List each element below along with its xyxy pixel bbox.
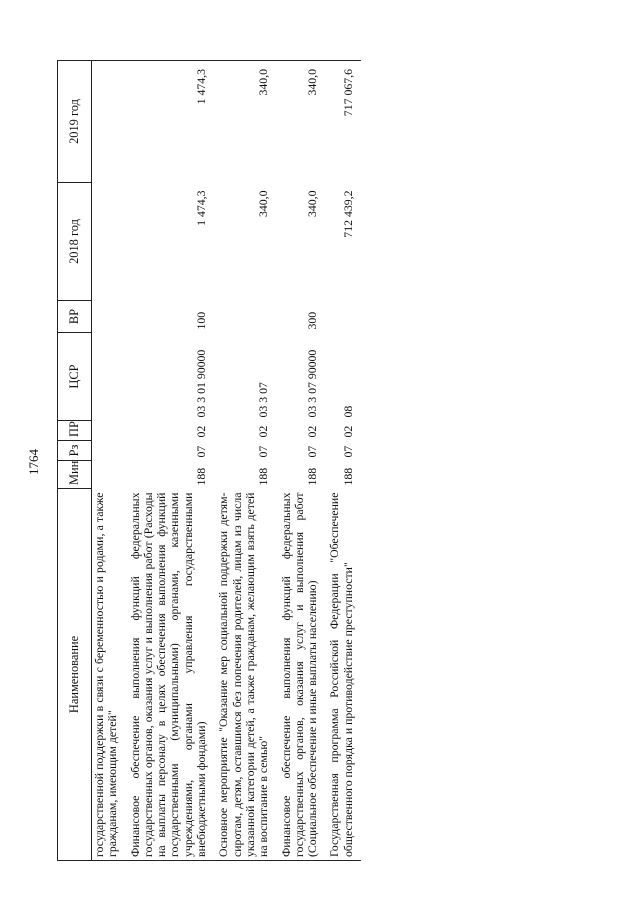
row-2019: 1 474,3 (126, 61, 215, 183)
row-2018: 340,0 (256, 190, 271, 218)
row-pr: 02 (305, 425, 320, 438)
table-row (92, 61, 126, 861)
row-2019 (92, 61, 126, 183)
row-name: Основное мероприятие "Оказание мер социальной поддержки детям-сиротам, детям, оставшимся без попечения родителей, лицам из числа указанной категории детей, а также гражданам, желающим взять детей на воспитание в семью" (214, 489, 276, 861)
row-rz: 07 (340, 445, 355, 458)
header-csr: ЦСР (58, 333, 92, 421)
row-min: 188 (340, 467, 355, 486)
header-2019: 2019 год (58, 61, 92, 183)
header-min: Мин (58, 461, 92, 489)
row-rz: 07 (256, 445, 271, 458)
row-vr: 300 (305, 311, 320, 330)
header-2018: 2018 год (58, 183, 92, 301)
table-row (214, 61, 276, 861)
row-name: Финансовое обеспечение выполнения функций федеральных государственных органов, оказания услуг и выполнения работ (Расходы на выплаты персоналу в целях обеспечения выполнения функций государственными (муниципальными) органами, казенными учреждениями, органами управления государственными внебюджетными фондами) (126, 489, 215, 861)
row-min: 188 (305, 467, 320, 486)
row-pr (92, 421, 126, 441)
row-csr: 03 3 07 90000 (305, 349, 320, 418)
row-min: 188 (256, 467, 271, 486)
table-row (277, 61, 326, 861)
row-rz: 07 (305, 445, 320, 458)
row-vr: 100 (194, 311, 209, 330)
row-2019: 340,0 (214, 61, 276, 183)
row-vr (92, 301, 126, 333)
budget-table (57, 60, 361, 861)
table-row (126, 61, 215, 861)
row-2018: 1 474,3 (194, 190, 209, 226)
row-min: 188 (194, 467, 209, 486)
row-pr: 02 (194, 425, 209, 438)
row-vr (214, 301, 276, 333)
table-header-row (58, 61, 92, 861)
header-rz: Рз (58, 441, 92, 461)
row-2018 (92, 183, 126, 301)
row-csr (92, 333, 126, 421)
row-2018: 340,0 (305, 190, 320, 218)
row-vr (325, 301, 361, 333)
row-min (92, 461, 126, 489)
row-rz: 07 (194, 445, 209, 458)
header-name: Наименование (58, 489, 92, 861)
row-name: государственной поддержки в связи с беременностью и родами, а также гражданам, имеющим детей" (92, 489, 126, 861)
row-2019: 717 067,6 (325, 61, 361, 183)
row-2019: 340,0 (277, 61, 326, 183)
row-2018: 712 439,2 (340, 190, 355, 238)
row-csr: 03 3 07 (256, 382, 271, 418)
header-pr: ПР (58, 421, 92, 441)
page-number: 1764 (26, 449, 41, 475)
header-vr: ВР (58, 301, 92, 333)
row-csr: 03 3 01 90000 (194, 349, 209, 418)
table-row (325, 61, 361, 861)
row-pr: 02 (256, 425, 271, 438)
row-name: Финансовое обеспечение выполнения функций федеральных государственных органов, оказания услуг и выполнения работ (Социальное обеспечение и иные выплаты населению) (277, 489, 326, 861)
row-rz (92, 441, 126, 461)
row-pr: 02 (340, 425, 355, 438)
row-name: Государственная программа Российской Федерации "Обеспечение общественного порядка и противодействие преступности" (325, 489, 361, 861)
row-csr: 08 (340, 405, 355, 418)
